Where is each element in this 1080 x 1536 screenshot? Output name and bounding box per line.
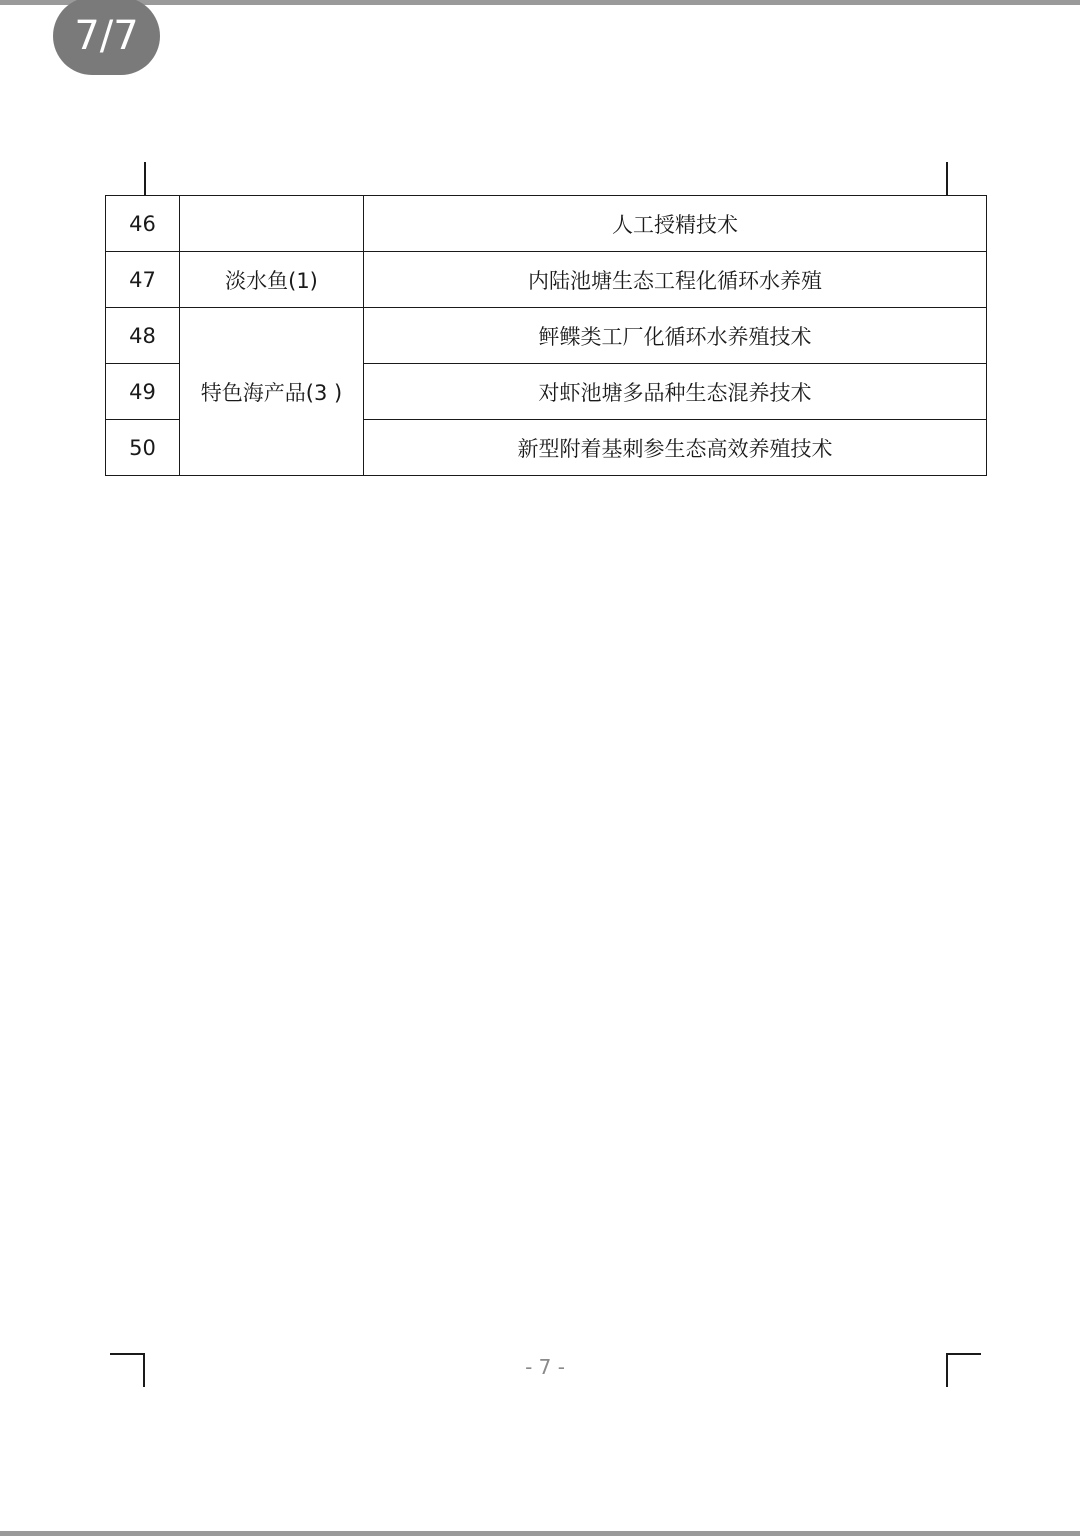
row-number-cell: 47 [106,252,180,308]
row-number-cell: 49 [106,364,180,420]
page-indicator-text: 7/7 [74,13,139,59]
technique-cell: 鲆鲽类工厂化循环水养殖技术 [364,308,987,364]
crop-mark-top-right [946,162,948,195]
table-row [106,308,987,364]
row-number-cell: 48 [106,308,180,364]
category-cell: 淡水鱼(1) [180,252,364,308]
technique-cell: 对虾池塘多品种生态混养技术 [364,364,987,420]
page-indicator-badge [53,0,160,75]
row-number-cell: 46 [106,196,180,252]
row-number-cell: 50 [106,420,180,476]
viewer-bottom-bar [0,1531,1080,1536]
technique-cell: 新型附着基刺参生态高效养殖技术 [364,420,987,476]
techniques-table [105,195,987,476]
table-row [106,196,987,252]
category-cell: 特色海产品(3 ) [180,308,364,476]
viewer-top-bar [0,0,1080,5]
category-cell-empty [180,196,364,252]
technique-cell: 人工授精技术 [364,196,987,252]
table-row [106,252,987,308]
technique-cell: 内陆池塘生态工程化循环水养殖 [364,252,987,308]
page-number: - 7 - [525,1355,565,1379]
crop-mark-top-left [144,162,146,195]
